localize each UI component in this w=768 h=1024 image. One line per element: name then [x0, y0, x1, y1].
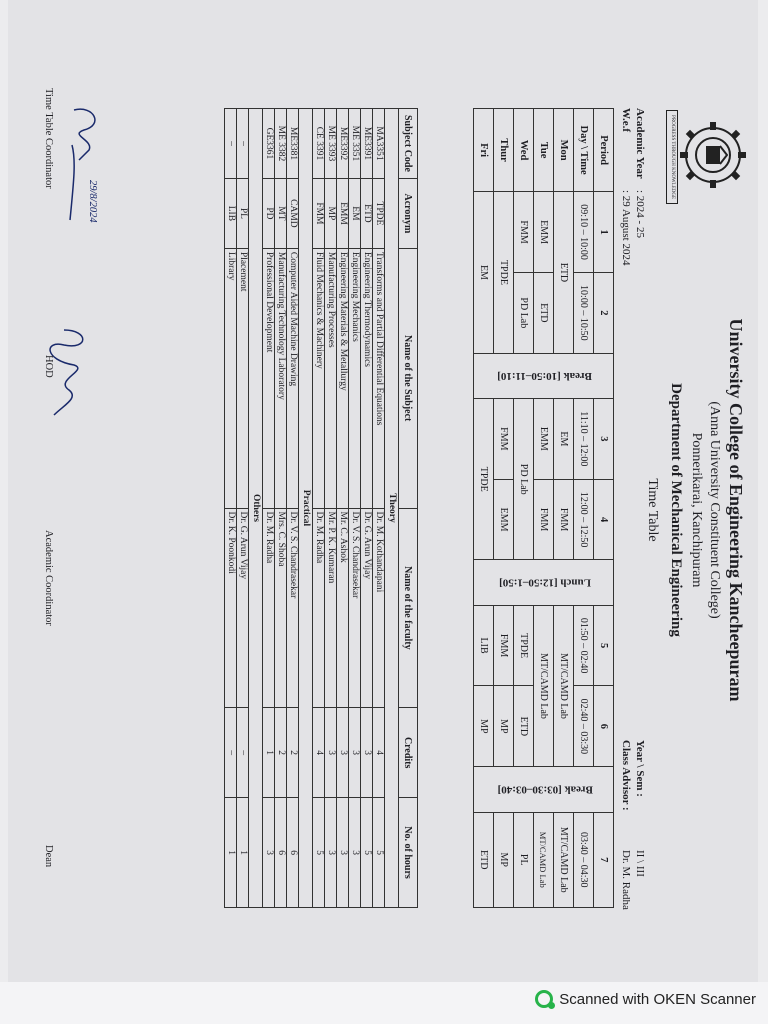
subject-code: MA3351	[373, 109, 385, 179]
class-cell: PL	[514, 812, 534, 908]
subject-acronym: LIB	[225, 178, 237, 248]
subject-code: ME 3393	[325, 109, 337, 179]
subject-code: ME3392	[337, 109, 349, 179]
subject-acronym: MT	[275, 178, 287, 248]
faculty-name: Dr. M. Kothandapani	[373, 508, 385, 708]
subject-row	[325, 109, 337, 908]
class-cell: MT/CAMD Lab	[554, 812, 574, 908]
wef-value: : 29 August 2024	[620, 190, 632, 266]
class-cell: MT/CAMD Lab	[554, 605, 574, 767]
time-slot: 01:50 – 02:40	[574, 605, 594, 686]
lunch-break: Lunch [12:50–1:50]	[474, 560, 614, 605]
faculty-name: Mr. P. K. Kumaran	[325, 508, 337, 708]
subject-code: GE3361	[263, 109, 275, 179]
class-cell: ETD	[514, 686, 534, 767]
academic-year-value: : 2024 - 25	[634, 190, 646, 238]
class-cell: EMM	[534, 192, 554, 273]
subject-code: ME3391	[361, 109, 373, 179]
affiliation: (Anna University Constituent College)	[707, 401, 722, 619]
subject-acronym: PD	[263, 178, 275, 248]
subject-acronym: EM	[349, 178, 361, 248]
subject-acronym: ETD	[361, 178, 373, 248]
hours: 6	[287, 798, 299, 908]
subject-row	[275, 109, 287, 908]
subject-acronym: PL	[237, 178, 249, 248]
wef-label: W.e.f	[620, 108, 632, 133]
subject-code: ME 3351	[349, 109, 361, 179]
theory-section-label: Theory	[385, 109, 399, 908]
subject-name: Transforms and Partial Differential Equations	[373, 248, 385, 508]
class-cell: EM	[554, 398, 574, 479]
subject-name: Library	[225, 248, 237, 508]
class-cell: MP	[494, 686, 514, 767]
faculty-name: Dr. K. Poonkodi	[225, 508, 237, 708]
credits: 1	[263, 708, 275, 798]
faculty-name: Dr. M. Radha	[263, 508, 275, 708]
hours: 5	[313, 798, 325, 908]
scanner-watermark	[535, 990, 756, 1008]
subject-name: Manufacturing Technology Laboratory	[275, 248, 287, 508]
subject-row	[225, 109, 237, 908]
class-cell: FMM	[514, 192, 534, 273]
class-cell: TPDE	[494, 192, 514, 354]
subject-row	[349, 109, 361, 908]
year-sem-label: Year \ Sem :	[634, 740, 646, 797]
document-title: Time Table	[645, 478, 660, 542]
faculty-name: Dr. M. Radha	[313, 508, 325, 708]
day-label: Wed	[514, 109, 534, 192]
college-name: University College of Engineering Kancheepuram	[726, 318, 746, 702]
subject-name: Placement	[237, 248, 249, 508]
location: Ponnerikarai, Kanchipuram	[689, 432, 704, 588]
class-cell: ETD	[554, 192, 574, 354]
year-sem-value: II \ III	[634, 850, 646, 877]
hours: 3	[325, 798, 337, 908]
credits: 2	[275, 708, 287, 798]
subject-name: Engineering Mechanics	[349, 248, 361, 508]
subject-row	[313, 109, 325, 908]
department-name: Department of Mechanical Engineering	[668, 383, 684, 637]
credits: –	[237, 708, 249, 798]
period-7: 7	[594, 812, 614, 908]
class-cell: EMM	[494, 479, 514, 560]
header-subject-code: Subject Code	[399, 109, 418, 179]
faculty-name: Dr. V. S. Chandrasekar	[349, 508, 361, 708]
hours: 1	[237, 798, 249, 908]
period-4: 4	[594, 479, 614, 560]
hours: 6	[275, 798, 287, 908]
subject-name: Computer Aided Machine Drawing	[287, 248, 299, 508]
subject-code: –	[237, 109, 249, 179]
header-acronym: Acronym	[399, 178, 418, 248]
class-cell: MT/CAMD Lab	[534, 605, 554, 767]
subject-code: –	[225, 109, 237, 179]
faculty-name: Dr. V. S. Chandrasekar	[287, 508, 299, 708]
hours: 5	[373, 798, 385, 908]
period-row	[594, 109, 614, 908]
period-label: Period	[594, 109, 614, 192]
theory-rows	[313, 109, 385, 908]
subject-name: Fluid Mechanics & Machinery	[313, 248, 325, 508]
time-slot: 09:10 – 10:00	[574, 192, 594, 273]
academic-coordinator-title: Academic Coordinator	[43, 530, 54, 626]
faculty-name: Mr. C. Ashok	[337, 508, 349, 708]
class-cell: FMM	[494, 398, 514, 479]
credits: 3	[361, 708, 373, 798]
timetable-grid	[473, 108, 614, 908]
handwritten-date: 29/8/2024	[87, 180, 98, 223]
class-cell: LIB	[474, 605, 494, 686]
day-label: Mon	[554, 109, 574, 192]
hours: 5	[361, 798, 373, 908]
class-cell: FMM	[534, 479, 554, 560]
credits: 3	[349, 708, 361, 798]
subject-acronym: TPDE	[373, 178, 385, 248]
logo-caption: PROGRESS THROUGH KNOWLEDGE	[666, 110, 678, 204]
subject-row	[373, 109, 385, 908]
subject-header-row	[399, 109, 418, 908]
credits: 3	[325, 708, 337, 798]
others-section-label: Others	[249, 109, 263, 908]
class-cell: TPDE	[514, 605, 534, 686]
day-label: Tue	[534, 109, 554, 192]
header-credits: Credits	[399, 708, 418, 798]
practical-section-label: Practical	[299, 109, 313, 908]
faculty-name: Dr. G. Arun Vijay	[237, 508, 249, 708]
practical-rows	[263, 109, 299, 908]
subject-code: CE 3391	[313, 109, 325, 179]
hours: 3	[263, 798, 275, 908]
header-faculty: Name of the faculty	[399, 508, 418, 708]
credits: 4	[313, 708, 325, 798]
faculty-name: Mrs. C. Shoba	[275, 508, 287, 708]
scanned-page	[8, 0, 758, 982]
scanner-text: Scanned with OKEN Scanner	[559, 990, 756, 1008]
credits: 3	[337, 708, 349, 798]
dean-title: Dean	[43, 845, 54, 868]
break-afternoon: Break [03:30–03:40]	[474, 767, 614, 812]
coordinator-title: Time Table Coordinator	[43, 88, 54, 189]
oken-logo-icon	[535, 990, 553, 1008]
subject-code: ME3381	[287, 109, 299, 179]
period-5: 5	[594, 605, 614, 686]
class-advisor-label: Class Advisor :	[620, 740, 632, 811]
others-rows	[225, 109, 249, 908]
class-cell: MT/CAMD Lab	[534, 812, 554, 908]
subject-row	[337, 109, 349, 908]
time-slot: 02:40 – 03:30	[574, 686, 594, 767]
time-slot: 12:00 – 12:50	[574, 479, 594, 560]
subject-name: Manufacturing Processes	[325, 248, 337, 508]
subject-name: Engineering Thermodynamics	[361, 248, 373, 508]
class-cell: MP	[494, 812, 514, 908]
daytime-label: Day \ Time	[574, 109, 594, 192]
credits: 2	[287, 708, 299, 798]
subject-row	[361, 109, 373, 908]
subject-acronym: FMM	[313, 178, 325, 248]
hours: 3	[337, 798, 349, 908]
subject-acronym: MP	[325, 178, 337, 248]
time-slot: 10:00 – 10:50	[574, 272, 594, 353]
class-cell: MP	[474, 686, 494, 767]
subject-row	[287, 109, 299, 908]
header-hours: No. of hours	[399, 798, 418, 908]
credits: –	[225, 708, 237, 798]
class-cell: FMM	[494, 605, 514, 686]
time-slot: 03:40 – 04:30	[574, 812, 594, 908]
anna-university-logo-icon	[678, 120, 748, 190]
subject-table	[224, 108, 418, 908]
class-cell: ETD	[474, 812, 494, 908]
subject-name: Engineering Materials & Metallurgy	[337, 248, 349, 508]
class-cell: EM	[474, 192, 494, 354]
class-cell: TPDE	[474, 398, 494, 560]
coordinator-signature-icon	[54, 100, 114, 230]
class-cell: PD Lab	[514, 272, 534, 353]
hours: 1	[225, 798, 237, 908]
subject-code: ME 3382	[275, 109, 287, 179]
period-2: 2	[594, 272, 614, 353]
subject-row	[263, 109, 275, 908]
credits: 4	[373, 708, 385, 798]
subject-acronym: EMM	[337, 178, 349, 248]
day-label: Fri	[474, 109, 494, 192]
period-6: 6	[594, 686, 614, 767]
day-label: Thur	[494, 109, 514, 192]
class-cell: EMM	[534, 398, 554, 479]
class-cell: ETD	[534, 272, 554, 353]
class-cell: PD Lab	[514, 398, 534, 560]
subject-acronym: CAMD	[287, 178, 299, 248]
academic-year-label: Academic Year	[634, 108, 646, 179]
period-3: 3	[594, 398, 614, 479]
hod-title: HOD	[43, 355, 54, 378]
break-morning: Break [10:50–11:10]	[474, 353, 614, 398]
period-1: 1	[594, 192, 614, 273]
subject-row	[237, 109, 249, 908]
faculty-name: Dr. G. Arun Vijay	[361, 508, 373, 708]
timetable-document	[14, 0, 754, 980]
hours: 3	[349, 798, 361, 908]
time-slot: 11:10 – 12:00	[574, 398, 594, 479]
class-advisor-value: Dr. M. Radha	[620, 850, 632, 910]
class-cell: FMM	[554, 479, 574, 560]
subject-name: Professional Development	[263, 248, 275, 508]
header-subject-name: Name of the Subject	[399, 248, 418, 508]
